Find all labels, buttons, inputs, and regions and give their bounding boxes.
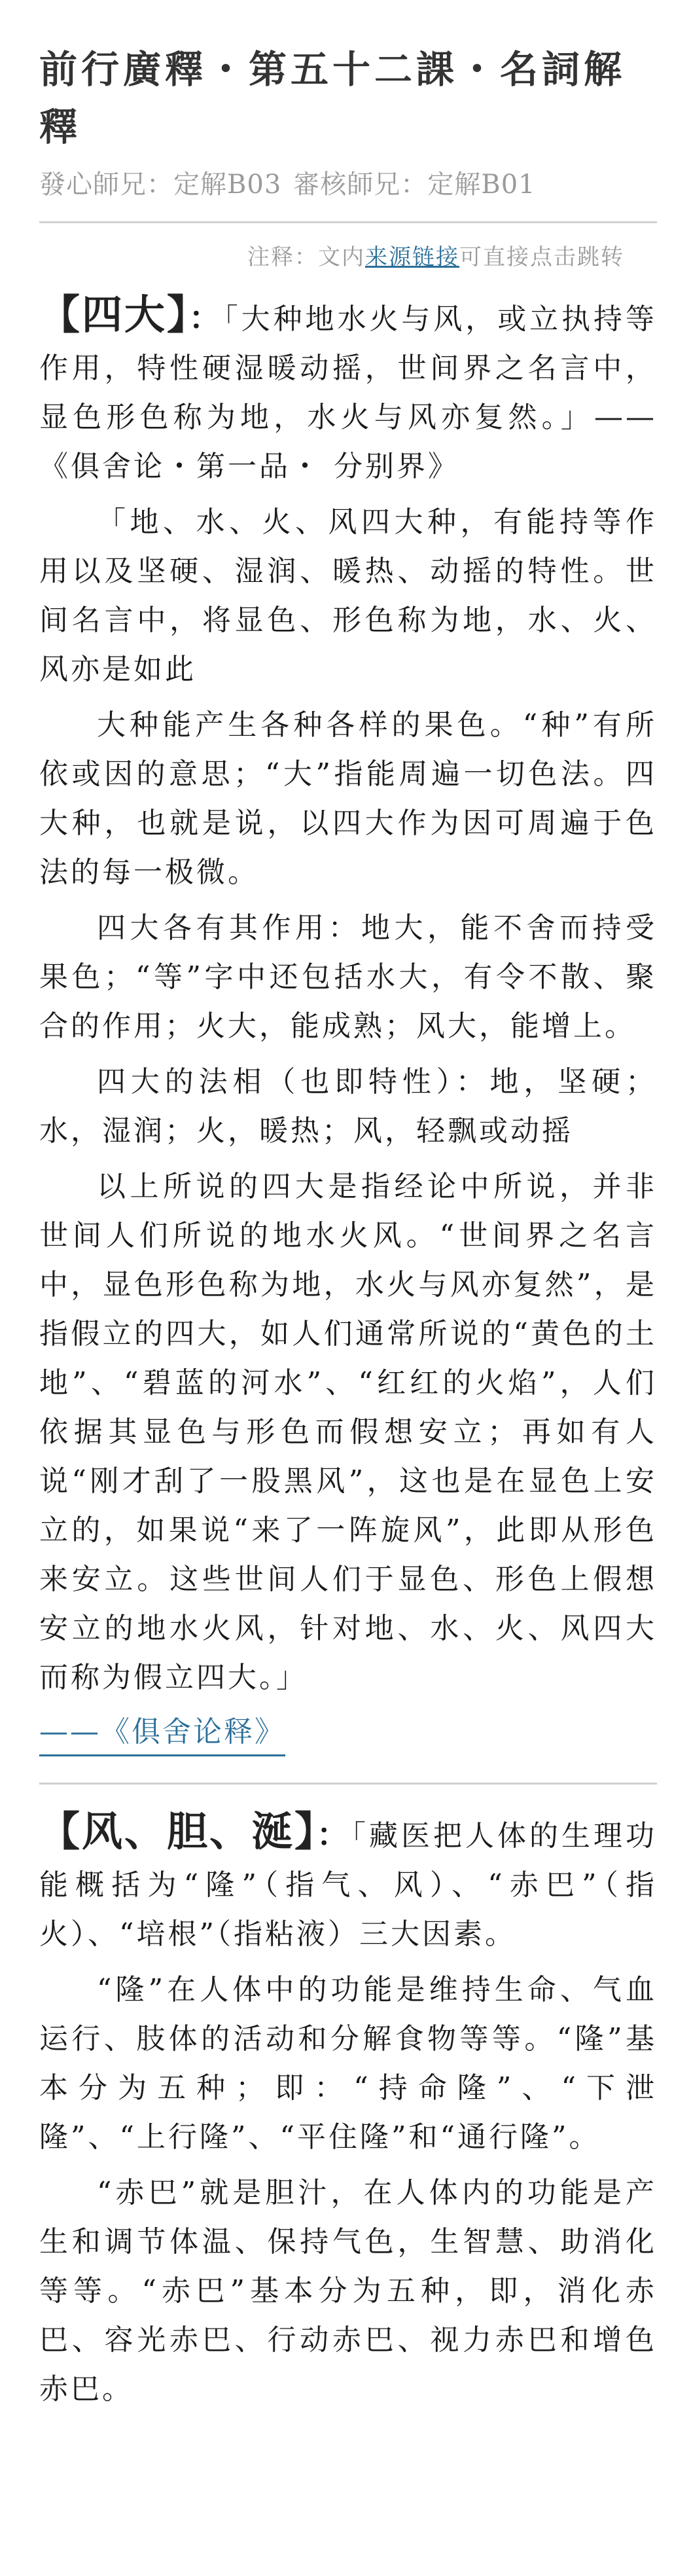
paragraph: 以上所说的四大是指经论中所说，并非世间人们所说的地水火风。“世间界之名言中，显色形色称为地，水火与风亦复然”，是指假立的四大，如人们通常所说的“黄色的土地”、“碧蓝的河水”、“红红的火焰”，人们依据其显色与形色而假想安立；再如有人说“刚才刮了一股黑风”，这也是在显色上安立的，如果说“来了一阵旋风”，此即从形色来安立。这些世间人们于显色、形色上假想安立的地水火风，针对地、水、火、风四大而称为假立四大。」 [39, 1170, 657, 1694]
author-credit: 發心師兄：定解B03 [39, 170, 282, 200]
credits [39, 165, 657, 204]
header-divider [39, 221, 657, 223]
term-definition: 「大种地水火与风，或立执持等作用，特性硬湿暖动摇，世间界之名言中，显色形色称为地，水火与风亦复然。」——《俱舍论・第一品・ 分别界》 [39, 302, 657, 483]
paragraph: 大种能产生各种各样的果色。“种”有所依或因的意思；“大”指能周遍一切色法。四大种，也就是说，以四大作为因可周遍于色法的每一极微。 [39, 708, 657, 889]
paragraph: 四大各有其作用：地大，能不舍而持受果色；“等”字中还包括水大，有令不散、聚合的作用；火大，能成熟；风大，能增上。 [39, 911, 657, 1043]
term-definition: 「藏医把人体的生理功能概括为“隆”（指气、风）、“赤巴”（指火）、“培根”（指粘液）三大因素。 [39, 1819, 657, 1951]
source-link[interactable]: ——《俱舍论释》 [39, 1711, 285, 1756]
entry-four-elements [39, 290, 657, 491]
entry-wind-bile-phlegm [39, 1807, 657, 1959]
paragraph: “隆”在人体中的功能是维持生命、气血运行、肢体的活动和分解食物等等。“隆”基本分为五种；即：“持命隆”、“下泄隆”、“上行隆”、“平住隆”和“通行隆”。 [39, 1973, 657, 2154]
term-heading: 【风、胆、涎】 [39, 1807, 317, 1855]
source-note [39, 238, 657, 277]
note-source-link[interactable]: 来源链接 [365, 244, 459, 270]
term-colon: ： [317, 1817, 351, 1853]
note-prefix: 注释：文内 [247, 244, 365, 270]
term-heading: 【四大】 [39, 291, 189, 338]
page-title: 前行廣釋・第五十二課・名詞解釋 [39, 47, 626, 149]
paragraph: “赤巴”就是胆汁，在人体内的功能是产生和调节体温、保持气色，生智慧、助消化等等。“赤巴”基本分为五种，即，消化赤巴、容光赤巴、行动赤巴、视力赤巴和增色赤巴。 [39, 2176, 657, 2406]
note-suffix: 可直接点击跳转 [459, 244, 624, 270]
reviewer-credit: 審核師兄：定解B01 [293, 170, 536, 200]
term-colon: ： [188, 300, 224, 336]
paragraph: 「地、水、火、风四大种，有能持等作用以及坚硬、湿润、暖热、动摇的特性。世间名言中，将显色、形色称为地，水、火、风亦是如此 [39, 505, 657, 686]
paragraph: 四大的法相（也即特性）：地，坚硬；水，湿润；火，暖热；风，轻飘或动摇 [39, 1065, 657, 1148]
section-divider [39, 1783, 657, 1785]
